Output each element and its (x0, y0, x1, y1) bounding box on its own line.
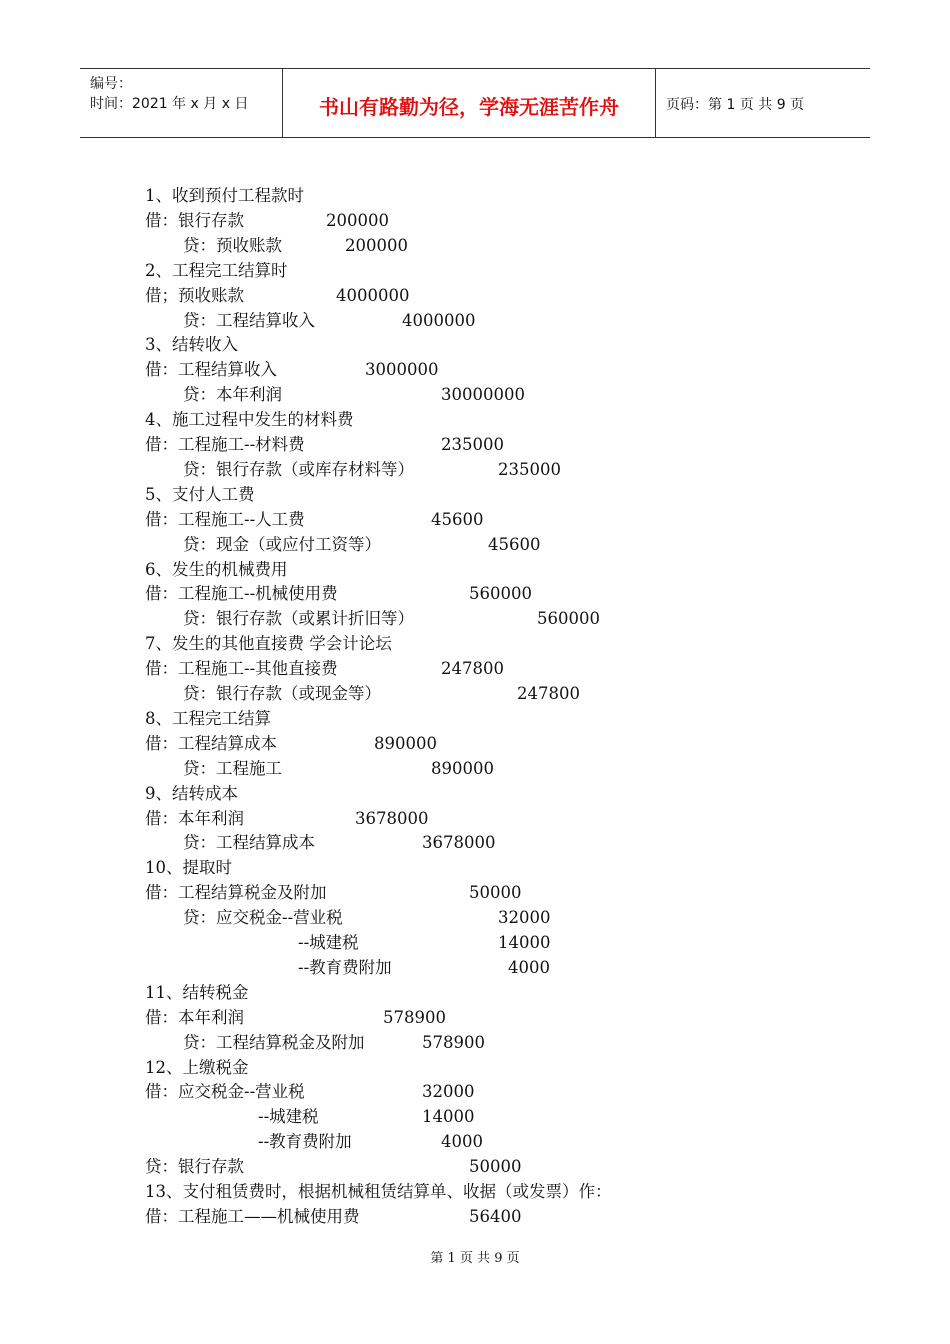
entry-text: 贷：工程施工 (183, 758, 282, 778)
entry-amount: 4000000 (336, 285, 410, 305)
document-number-label: 编号： (90, 76, 132, 92)
page-header (80, 68, 870, 138)
entry-text: 4、施工过程中发生的材料费 (145, 410, 354, 430)
entry-text: 借：工程施工--人工费 (145, 509, 305, 529)
entry-text: 贷：工程结算收入 (183, 310, 315, 330)
entry-text: 12、上缴税金 (145, 1057, 249, 1077)
entry-amount: 3000000 (365, 360, 439, 380)
entry-text: 1、收到预付工程款时 (145, 186, 304, 205)
entry-text: 借：工程施工--机械使用费 (145, 584, 338, 604)
entry-text: 借：本年利润 (145, 808, 244, 828)
entry-text: 6、发生的机械费用 (145, 559, 288, 579)
entry-text: 借：工程结算成本 (145, 733, 277, 753)
entry-text: 借：工程施工——机械使用费 (145, 1206, 360, 1226)
motto-text: 书山有路勤为径，学海无涯苦作舟 (319, 95, 619, 119)
entry-amount: 14000 (422, 1107, 475, 1127)
entry-amount: 14000 (498, 933, 551, 952)
entry-amount: 235000 (441, 435, 504, 454)
entry-text: --教育费附加 (258, 1132, 352, 1152)
entry-text: --教育费附加 (298, 957, 392, 977)
entry-amount: 4000 (441, 1132, 483, 1152)
entry-text: 贷：银行存款 (145, 1157, 244, 1177)
entry-text: 7、发生的其他直接费 学会计论坛 (145, 634, 392, 654)
entry-amount: 560000 (537, 609, 600, 629)
entry-amount: 200000 (326, 210, 389, 230)
entry-text: 5、支付人工费 (145, 484, 255, 504)
entry-text: 借：工程施工--材料费 (145, 435, 305, 454)
entry-text: 8、工程完工结算 (145, 708, 271, 728)
entry-text: 贷：本年利润 (183, 385, 282, 405)
entry-amount: 3678000 (355, 808, 429, 828)
header-page-cell (656, 69, 870, 137)
entry-text: 贷：应交税金--营业税 (183, 908, 343, 928)
entry-text: 13、支付租赁费时，根据机械租赁结算单、收据（或发票）作： (145, 1182, 612, 1201)
entry-amount: 200000 (345, 235, 408, 255)
entry-text: --城建税 (298, 933, 359, 952)
entry-amount: 4000 (508, 957, 550, 977)
entry-amount: 50000 (469, 1157, 522, 1177)
entry-text: 贷：预收账款 (183, 235, 282, 255)
entry-amount: 45600 (488, 534, 541, 554)
entry-amount: 56400 (469, 1206, 522, 1226)
entry-amount: 247800 (441, 659, 504, 679)
entry-amount: 560000 (469, 584, 532, 604)
entry-text: 贷：工程结算税金及附加 (183, 1032, 365, 1052)
entry-text: 11、结转税金 (145, 982, 249, 1002)
entry-text: 9、结转成本 (145, 783, 238, 803)
entry-amount: 247800 (517, 684, 580, 703)
entry-amount: 578900 (422, 1032, 485, 1052)
entry-amount: 32000 (498, 908, 551, 928)
entry-amount: 3678000 (422, 833, 496, 853)
page-footer: 第 1 页 共 9 页 (430, 1251, 520, 1266)
entry-text: 贷：银行存款（或累计折旧等） (183, 609, 414, 629)
header-page-info: 页码：第 1 页 共 9 页 (666, 97, 805, 113)
entry-amount: 578900 (383, 1007, 446, 1027)
entry-text: 借：工程施工--其他直接费 (145, 659, 338, 679)
entry-text: 贷：银行存款（或库存材料等） (183, 459, 414, 479)
entry-amount: 50000 (469, 883, 522, 903)
document-date: 时间：2021 年 x 月 x 日 (90, 96, 249, 112)
entry-text: 借：银行存款 (145, 210, 244, 230)
entry-text: 贷：现金（或应付工资等） (183, 534, 381, 554)
entry-text: 10、提取时 (145, 858, 232, 878)
entry-amount: 30000000 (441, 385, 525, 405)
entry-amount: 890000 (431, 758, 494, 778)
entry-text: --城建税 (258, 1107, 319, 1127)
entry-amount: 235000 (498, 459, 561, 479)
entry-amount: 45600 (431, 509, 484, 529)
entry-text: 3、结转收入 (145, 335, 238, 355)
header-motto-cell (283, 69, 656, 137)
entry-amount: 4000000 (402, 310, 476, 330)
entry-text: 贷：工程结算成本 (183, 833, 315, 853)
entry-amount: 890000 (374, 733, 437, 753)
entry-text: 借：工程结算税金及附加 (145, 883, 327, 903)
entry-text: 借：本年利润 (145, 1007, 244, 1027)
entry-text: 2、工程完工结算时 (145, 260, 288, 280)
header-left-cell (80, 69, 283, 137)
entry-text: 借；预收账款 (145, 285, 244, 305)
entry-amount: 32000 (422, 1082, 475, 1102)
entry-text: 借：工程结算收入 (145, 360, 277, 380)
entry-text: 贷：银行存款（或现金等） (183, 684, 381, 703)
entry-text: 借：应交税金--营业税 (145, 1082, 305, 1102)
